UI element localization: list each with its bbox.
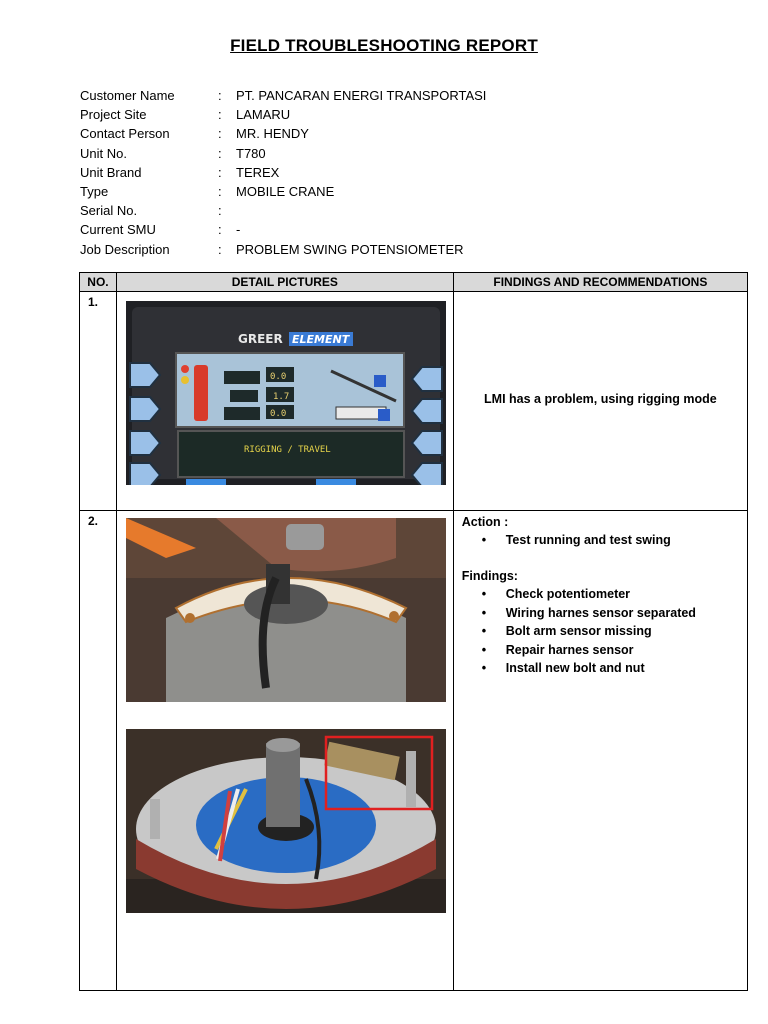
info-block [80,86,486,259]
report-title: FIELD TROUBLESHOOTING REPORT [230,36,538,55]
lmi-display-illustration [126,301,446,485]
info-value: T780 [236,145,266,161]
info-colon: : [218,126,222,142]
info-value: MR. HENDY [236,126,309,142]
list-item [462,641,696,659]
info-row-contact-person [80,124,486,143]
finding-text: Bolt arm sensor missing [505,624,652,639]
screen-text: RIGGING / TRAVEL [243,445,331,455]
table-row [80,292,748,511]
info-row-current-smu [80,220,486,239]
findings-heading: Findings: [461,569,518,584]
table-row [80,511,748,991]
info-colon: : [218,164,222,180]
header-pictures: DETAIL PICTURES [116,273,453,292]
info-label: Contact Person [80,126,170,142]
info-row-customer-name [80,86,486,105]
row-number: 1. [80,292,117,511]
action-list [462,531,696,549]
readout-1: 0.0 [269,372,287,382]
info-value: PROBLEM SWING POTENSIOMETER [236,241,464,257]
info-value: PT. PANCARAN ENERGI TRANSPORTASI [236,88,487,103]
potentiometer-illustration [126,518,446,702]
bullet: • [481,605,487,620]
finding-text: Install new bolt and nut [505,660,645,675]
info-value: TEREX [236,164,280,180]
action-heading: Action : [461,515,509,529]
bullet: • [481,642,487,657]
info-colon: : [218,183,222,199]
report-table [79,272,748,991]
bullet: • [481,587,487,602]
list-item [462,604,696,622]
info-colon: : [218,107,222,123]
header-findings: FINDINGS AND RECOMMENDATIONS [453,273,747,292]
finding-text: Wiring harnes sensor separated [505,605,696,620]
finding-text: Repair harnes sensor [505,642,634,657]
readout-2: 1.7 [272,392,290,402]
findings-cell [453,292,747,511]
info-label: Job Description [80,241,170,257]
list-item [462,585,696,603]
header-no: NO. [80,273,117,292]
info-row-project-site [80,105,486,124]
table-header-row [80,273,748,292]
info-row-serial-no [80,201,486,220]
brand-text-b: ELEMENT [291,333,350,346]
action-text: Test running and test swing [505,533,671,547]
findings-list [462,585,696,677]
info-colon: : [218,241,222,257]
list-item [462,659,696,677]
findings-block [462,513,696,677]
info-label: Project Site [80,107,147,123]
info-row-job-description [80,240,486,259]
pictures-cell [116,511,453,991]
findings-cell [453,511,747,991]
info-row-unit-no [80,144,486,163]
swing-sensor-photo [126,729,446,913]
lmi-display-photo [126,301,446,485]
info-row-type [80,182,486,201]
info-value: LAMARU [236,107,291,123]
finding-text: LMI has a problem, using rigging mode [484,392,717,406]
info-label: Customer Name [80,88,175,103]
info-colon: : [218,222,222,238]
info-value: - [236,222,241,238]
bullet: • [481,624,487,639]
info-label: Unit Brand [80,164,142,180]
bullet: • [481,660,487,675]
readout-3: 0.0 [269,409,287,419]
potentiometer-photo [126,518,446,702]
info-label: Current SMU [80,222,156,238]
list-item [462,622,696,640]
info-colon: : [218,145,222,161]
info-label: Serial No. [80,203,138,219]
finding-text: Check potentiometer [505,587,631,602]
info-row-unit-brand [80,163,486,182]
info-colon: : [218,203,222,219]
swing-sensor-illustration [126,729,446,913]
bullet: • [481,533,487,547]
list-item [462,531,696,549]
pictures-cell [116,292,453,511]
info-colon: : [218,88,222,103]
info-value: MOBILE CRANE [236,183,335,199]
info-label: Type [80,183,109,199]
info-label: Unit No. [80,145,127,161]
row-number: 2. [80,511,117,991]
brand-text-a: GREER [237,332,283,346]
